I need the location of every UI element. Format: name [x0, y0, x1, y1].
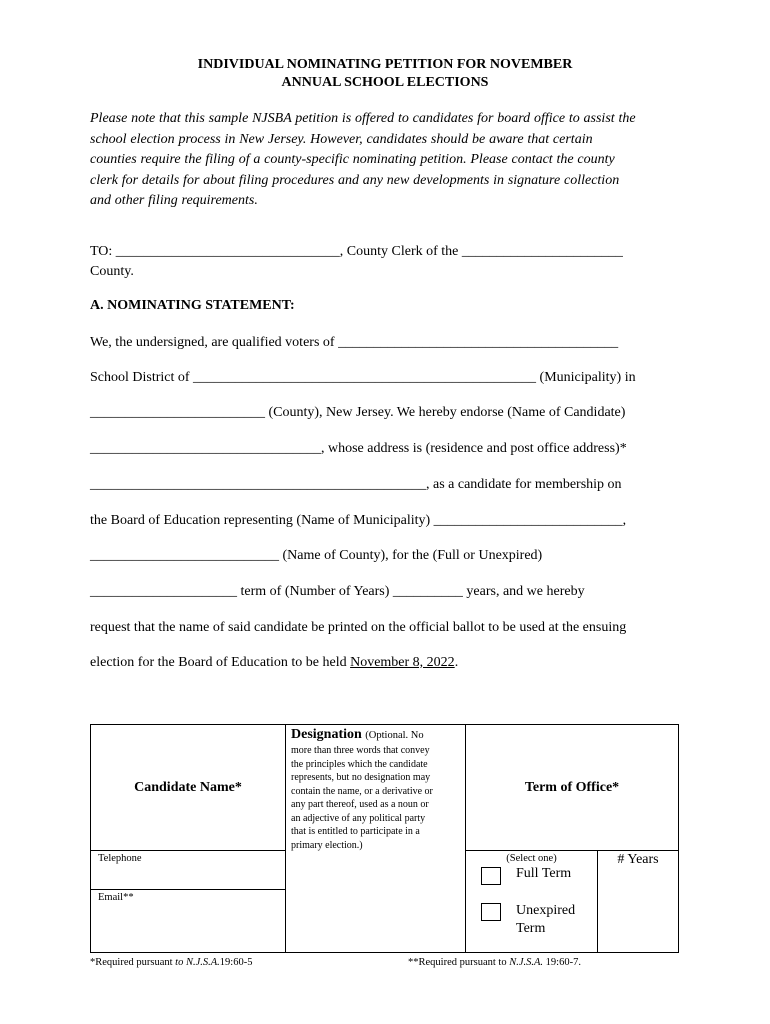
statement-line-2: School District of _________________________________________________ (Municipality) in — [90, 370, 636, 385]
statement-line-3: _________________________ (County), New Jersey. We hereby endorse (Name of Candidate) — [90, 405, 626, 420]
unexpired-label-line-2: Term — [516, 921, 546, 936]
election-prefix: election for the Board of Education to be held — [90, 655, 351, 670]
nominating-heading: A. NOMINATING STATEMENT: — [90, 298, 295, 313]
statement-line-8: _____________________ term of (Number of Years) __________ years, and we hereby — [90, 584, 585, 599]
page-title — [0, 56, 770, 92]
statement-line-6: the Board of Education representing (Name of Municipality) ___________________________, — [90, 513, 627, 528]
statement-line-5: ________________________________________________, as a candidate for membership on — [90, 477, 622, 492]
statement-line-7: ___________________________ (Name of County), for the (Full or Unexpired) — [90, 548, 543, 563]
footnote-left-suffix: 19:60-5 — [219, 957, 253, 968]
unexpired-term-checkbox[interactable] — [481, 903, 501, 921]
footnote-email — [408, 957, 581, 968]
designation-note-line: contain the name, or a derivative or — [291, 785, 433, 797]
designation-note-line: an adjective of any political party — [291, 812, 426, 824]
election-suffix: . — [454, 655, 459, 670]
intro-line-3: counties require the filing of a county-specific nominating petition. Please contact the county — [90, 152, 615, 167]
email-field[interactable] — [91, 906, 284, 951]
designation-note-line: that is entitled to participate in a — [291, 826, 420, 837]
designation-note-line: primary election.) — [291, 839, 363, 851]
footnote-right-prefix: **Required pursuant to — [408, 957, 510, 968]
intro-line-5: and other filing requirements. — [90, 193, 258, 208]
designation-title: Designation — [291, 727, 362, 742]
designation-note-line: represents, but no designation may — [291, 772, 431, 783]
statement-line-4: _________________________________, whose address is (residence and post office address)* — [90, 441, 627, 456]
email-label: Email** — [98, 892, 134, 903]
telephone-field[interactable] — [91, 866, 284, 888]
telephone-label: Telephone — [98, 853, 142, 864]
title-line-1: INDIVIDUAL NOMINATING PETITION FOR NOVEMBER — [197, 57, 573, 72]
intro-note — [90, 109, 690, 212]
intro-line-2: school election process in New Jersey. However, candidates should be aware that certain — [90, 131, 593, 147]
designation-note-line: the principles which the candidate — [291, 758, 428, 770]
unexpired-term-label — [516, 902, 575, 938]
intro-line-1: Please note that this sample NJSBA petition is offered to candidates for board office to assist the — [90, 111, 636, 126]
footnote-left-prefix: *Required pursuant — [90, 957, 176, 968]
to-line: TO: ________________________________, County Clerk of the _______________________ — [90, 244, 623, 259]
designation-note-line: more than three words that convey — [291, 745, 430, 756]
years-label: # Years — [617, 852, 659, 867]
select-one-label: (Select one) — [506, 853, 557, 864]
candidate-name-header: Candidate Name* — [134, 780, 242, 795]
title-line-2: ANNUAL SCHOOL ELECTIONS — [281, 75, 489, 90]
full-term-checkbox[interactable] — [481, 867, 501, 885]
intro-line-4: clerk for details for about filing procedures and any new developments in signature collection — [90, 172, 620, 188]
statement-line-10 — [90, 655, 458, 671]
designation-note-line: any part thereof, used as a noun or — [291, 799, 429, 810]
years-field[interactable] — [598, 872, 678, 952]
designation-optional-note: (Optional. No — [365, 730, 424, 741]
full-term-label: Full Term — [516, 866, 572, 881]
election-date: November 8, 2022 — [350, 655, 455, 670]
footnote-right-suffix: 19:60-7. — [543, 957, 581, 968]
designation-header — [291, 727, 424, 743]
footnote-candidate — [90, 957, 252, 968]
designation-note — [291, 744, 463, 852]
designation-field[interactable] — [286, 851, 464, 952]
to-county-line: County. — [90, 264, 134, 279]
statement-line-1: We, the undersigned, are qualified voters of ________________________________________ — [90, 335, 619, 350]
footnote-left-citation: to N.J.S.A. — [175, 957, 220, 968]
term-of-office-header: Term of Office* — [524, 780, 620, 795]
unexpired-label-line-1: Unexpired — [516, 903, 576, 918]
footnote-right-citation: N.J.S.A. — [509, 957, 544, 968]
statement-line-9: request that the name of said candidate be printed on the official ballot to be used at the ensuing — [90, 620, 627, 635]
